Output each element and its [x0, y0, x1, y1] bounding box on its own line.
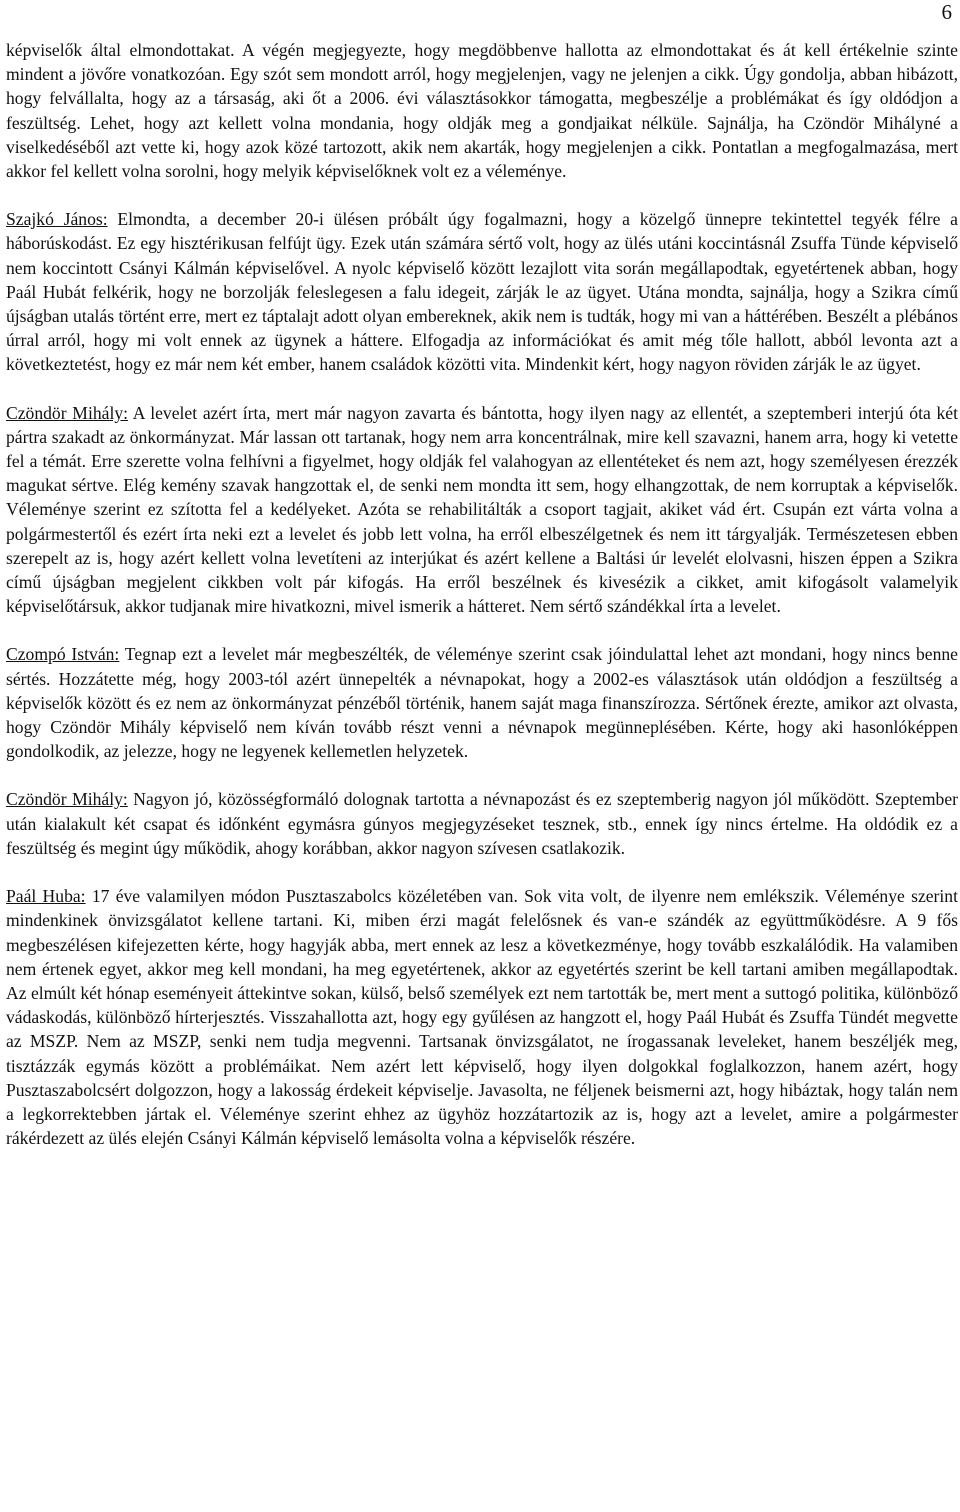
speaker-name: Czöndör Mihály: [6, 789, 128, 810]
speaker-name: Czöndör Mihály: [6, 402, 129, 423]
speaker-name: Paál Huba: [6, 886, 86, 907]
paragraph-szajko-janos [6, 207, 958, 376]
speaker-name: Szajkó János: [6, 209, 108, 230]
document-body [6, 38, 958, 1174]
paragraph-text: Nagyon jó, közösségformáló dolognak tartotta a névnapozást és ez szeptemberig nagyon jól működött. Szeptember után kialakult két csapat és időnként egymásra gúnyos megjegyzéseket tesznek, stb., ennek így nincs értelme. Ha oldódik ez a feszültség és megint úgy működik, ahogy korábban, akkor nagyon szívesen csatlakozik. [6, 789, 958, 858]
paragraph-czondor-mihaly-2 [6, 787, 958, 860]
paragraph-text: A levelet azért írta, mert már nagyon zavarta és bántotta, hogy ilyen nagy az ellentét, a szeptemberi interjú óta két pártra szakadt az önkormányzat. Már lassan ott tartanak, hogy nem arra koncentrálnak, mire kell szavazni, hanem arra, hogy ki vetette fel a témát. Erre szerette volna felhívni a figyelmet, hogy oldják fel valahogyan az ellentéteket és nem azt, hogy személyesen érezzék magukat sértve. Elég kemény szavak hangzottak el, de senki nem mondta itt sem, hogy elhangzottak, de nem korruptak a képviselők. Véleménye szerint ez szította fel a kedélyeket. Azóta se rehabilitálták a csoport tagjait, akiket vád ért. Csupán ezt várta volna a polgármestertől és ezért írta neki ezt a levelet és jobb lett volna, ha erről elbeszélgetnek és nem itt tárgyalják. Természetesen ebben szerepelt az is, hogy azért kellett volna levetíteni az interjúkat és azért kellene a Baltási úr levelét elolvasni, hiszen éppen a Szikra című újságban megjelent cikkben volt pár kifogás. Ha erről beszélnek és kivesézik a cikket, amit kifogásolt valamelyik képviselőtársuk, akkor tudjanak mire hivatkozni, mivel ismerik a hátteret. Nem sértő szándékkal írta a levelet. [6, 402, 959, 617]
paragraph-paal-huba [6, 884, 958, 1150]
paragraph-continuation [6, 38, 958, 183]
paragraph-text: 17 éve valamilyen módon Pusztaszabolcs közéletében van. Sok vita volt, de ilyenre nem emlékszik. Véleménye szerint mindenkinek önvizsgálatot kellene tartani. Ki, miben érzi magát felelősnek és van-e szándék az együttműködésre. A 9 fős megbeszélésen kifejezetten kérte, hogy hagyják abba, mert ennek az lesz a következménye, hogy tovább eszkalálódik. Ha valamiben nem értenek egyet, akkor meg kell mondani, ha meg egyetértenek, akkor az egyetértés szerint be kell tartani amiben megállapodtak. Az elmúlt két hónap eseményeit áttekintve sokan, külső, belső személyek ezt nem tartották be, mert ment a suttogó politika, különböző vádaskodás, különböző hírterjesztés. Visszahallotta azt, hogy egy gyűlésen az hangzott el, hogy Paál Hubát és Zsuffa Tündét megvette az MSZP. Nem az MSZP, senki nem tudja megvenni. Tartsanak önvizsgálatot, ne írogassanak leveleket, hanem beszéljék meg, tisztázzák egymás között a problémáikat. Nem azért lett képviselő, hogy ilyen dolgokkal foglalkozzon, hanem azért, hogy Pusztaszabolcsért dolgozzon, hogy a lakosság érdekeit képviselje. Javasolta, ne féljenek beismerni azt, hogy hibáztak, hogy talán nem a legkorrektebben jártak el. Véleménye szerint ehhez az ügyhöz hozzátartozik az is, hogy azt a levelet, amire a polgármester rákérdezett az ülés elején Csányi Kálmán képviselő lemásolta volna a képviselők részére. [6, 886, 958, 1149]
speaker-name: Czompó István: [6, 644, 120, 665]
paragraph-czompo-istvan [6, 642, 958, 763]
paragraph-text: képviselők által elmondottakat. A végén megjegyezte, hogy megdöbbenve hallotta az elmondottakat és át kell értékelnie szinte mindent a jövőre vonatkozóan. Egy szót sem mondott arról, hogy megjelenjen, vagy ne jelenjen a cikk. Úgy gondolja, abban hibázott, hogy felvállalta, hogy az a társaság, aki őt a 2006. évi választásokkor támogatta, megbeszélje a problémákat és így oldódjon a feszültség. Lehet, hogy azt kellett volna mondania, hogy oldják meg a gondjaikat nélküle. Sajnálja, ha Czöndör Mihályné a viselkedéséből azt vette ki, hogy azok közé tartozott, akik nem akarták, hogy megjelenjen a cikk. Pontatlan a megfogalmazása, mert akkor fel kellett volna sorolni, hogy melyik képviselőknek volt ez a véleménye. [6, 40, 958, 182]
paragraph-text: Tegnap ezt a levelet már megbeszélték, de véleménye szerint csak jóindulattal lehet azt mondani, hogy nincs benne sértés. Hozzátette még, hogy 2003-tól azért ünnepelték a névnapokat, hogy a 2002-es választások után oldódjon a feszültség a képviselők között és ez nem az önkormányzat pénzéből történik, hanem saját maga finanszírozza. Sértőnek érezte, amikor azt olvasta, hogy Czöndör Mihály képviselő nem kíván tovább részt venni a névnapok megünneplésében. Kérte, hogy aki hasonlóképpen gondolkodik, az jelezze, hogy ne legyenek kellemetlen helyzetek. [6, 644, 958, 762]
paragraph-text: Elmondta, a december 20-i ülésen próbált úgy fogalmazni, hogy a közelgő ünnepre tekintettel tegyék félre a háborúskodást. Ez egy hisztérikusan felfújt ügy. Ezek után számára sértő volt, hogy az ülés utáni koccintásnál Zsuffa Tünde képviselő nem koccintott Csányi Kálmán képviselővel. A nyolc képviselő között lezajlott vita során megállapodtak, egyetértenek abban, hogy Paál Hubát felkérik, hogy ne borzolják feleslegesen a falu idegeit, zárják le az ügyet. Utána mondta, sajnálja, hogy a Szikra című újságban utalás történt erre, mert ez táptalajt adott olyan embereknek, akik nem is tudták, hogy mi van a háttérében. Beszélt a plébános úrral arról, hogy mi volt ennek az ügynek a háttere. Elfogadja az információkat és amit még tőle hallott, abból levonta azt a következtetést, hogy ez már nem két ember, hanem családok közötti vita. Mindenkit kért, hogy nagyon röviden zárják le az ügyet. [6, 209, 958, 375]
page-number: 6 [941, 0, 952, 24]
paragraph-czondor-mihaly-1 [6, 401, 958, 619]
